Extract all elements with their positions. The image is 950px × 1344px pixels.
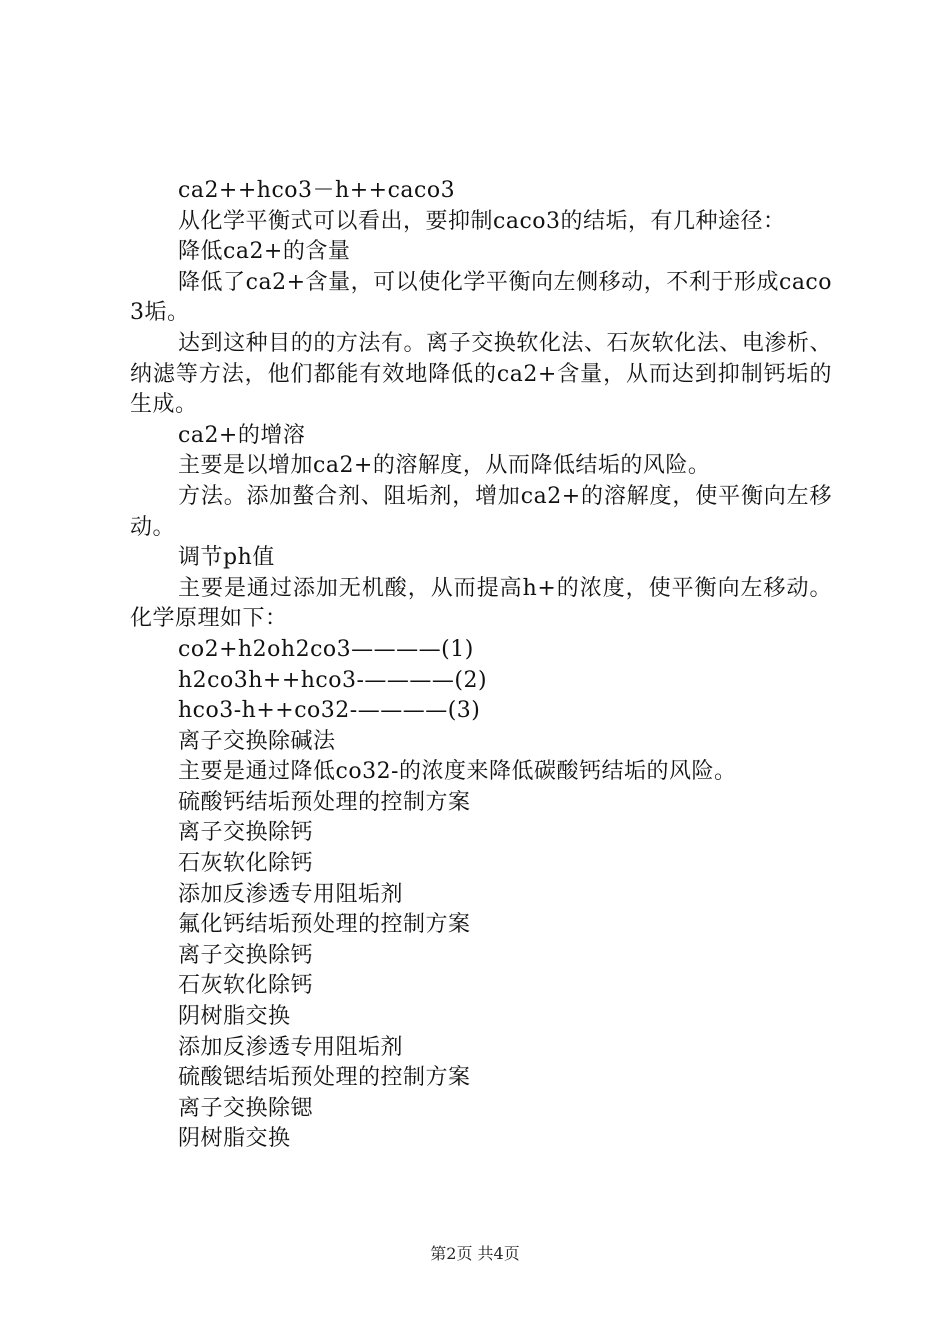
list-item: 石灰软化除钙 [178, 973, 314, 999]
equation-3: hco3-h++co32-————(3) [178, 698, 481, 724]
paragraph-solubilization-purpose: 主要是以增加ca2+的溶解度，从而降低结垢的风险。 [178, 453, 711, 479]
document-body [130, 176, 832, 1155]
list-item: 离子交换除钙 [178, 942, 314, 968]
list-item: 阴树脂交换 [178, 1004, 291, 1030]
heading-lower-ca: 降低ca2+的含量 [178, 239, 351, 265]
paragraph-methods: 达到这种目的的方法有。离子交换软化法、石灰软化法、电渗析、纳滤等方法，他们都能有效地降低的ca2+含量，从而达到抑制钙垢的生成。 [130, 330, 832, 418]
heading-adjust-ph: 调节ph值 [178, 545, 275, 571]
list-item: 阴树脂交换 [178, 1126, 291, 1152]
list-item: 离子交换除锶 [178, 1095, 314, 1121]
equation-2: h2co3h++hco3-————(2) [178, 667, 488, 693]
list-item: 添加反渗透专用阻垢剂 [178, 881, 404, 907]
list-item: 离子交换除钙 [178, 820, 314, 846]
heading-caf2-control: 氟化钙结垢预处理的控制方案 [178, 912, 471, 938]
paragraph-equation-caco3: ca2++hco3－h++caco3 [178, 178, 456, 203]
page-number-label: 第2页 共4页 [430, 1244, 520, 1263]
heading-ion-exchange-dealkalization: 离子交换除碱法 [178, 728, 336, 754]
paragraph-adjust-ph: 主要是通过添加无机酸，从而提高h+的浓度，使平衡向左移动。化学原理如下： [130, 575, 832, 632]
heading-ca-solubilization: ca2+的增溶 [178, 422, 306, 448]
paragraph-dealkalization: 主要是通过降低co32-的浓度来降低碳酸钙结垢的风险。 [178, 759, 737, 785]
page-footer [0, 1243, 950, 1265]
paragraph-intro: 从化学平衡式可以看出，要抑制caco3的结垢，有几种途径： [178, 208, 786, 234]
paragraph-solubilization-method: 方法。添加螯合剂、阻垢剂，增加ca2+的溶解度，使平衡向左移动。 [130, 483, 832, 540]
heading-srso4-control: 硫酸锶结垢预处理的控制方案 [178, 1065, 471, 1091]
paragraph-lower-ca-effect: 降低了ca2+含量，可以使化学平衡向左侧移动，不利于形成caco3垢。 [130, 269, 832, 326]
list-item: 石灰软化除钙 [178, 851, 314, 877]
list-item: 添加反渗透专用阻垢剂 [178, 1034, 404, 1060]
equation-1: co2+h2oh2co3————(1) [178, 636, 474, 662]
heading-caso4-control: 硫酸钙结垢预处理的控制方案 [178, 789, 471, 815]
